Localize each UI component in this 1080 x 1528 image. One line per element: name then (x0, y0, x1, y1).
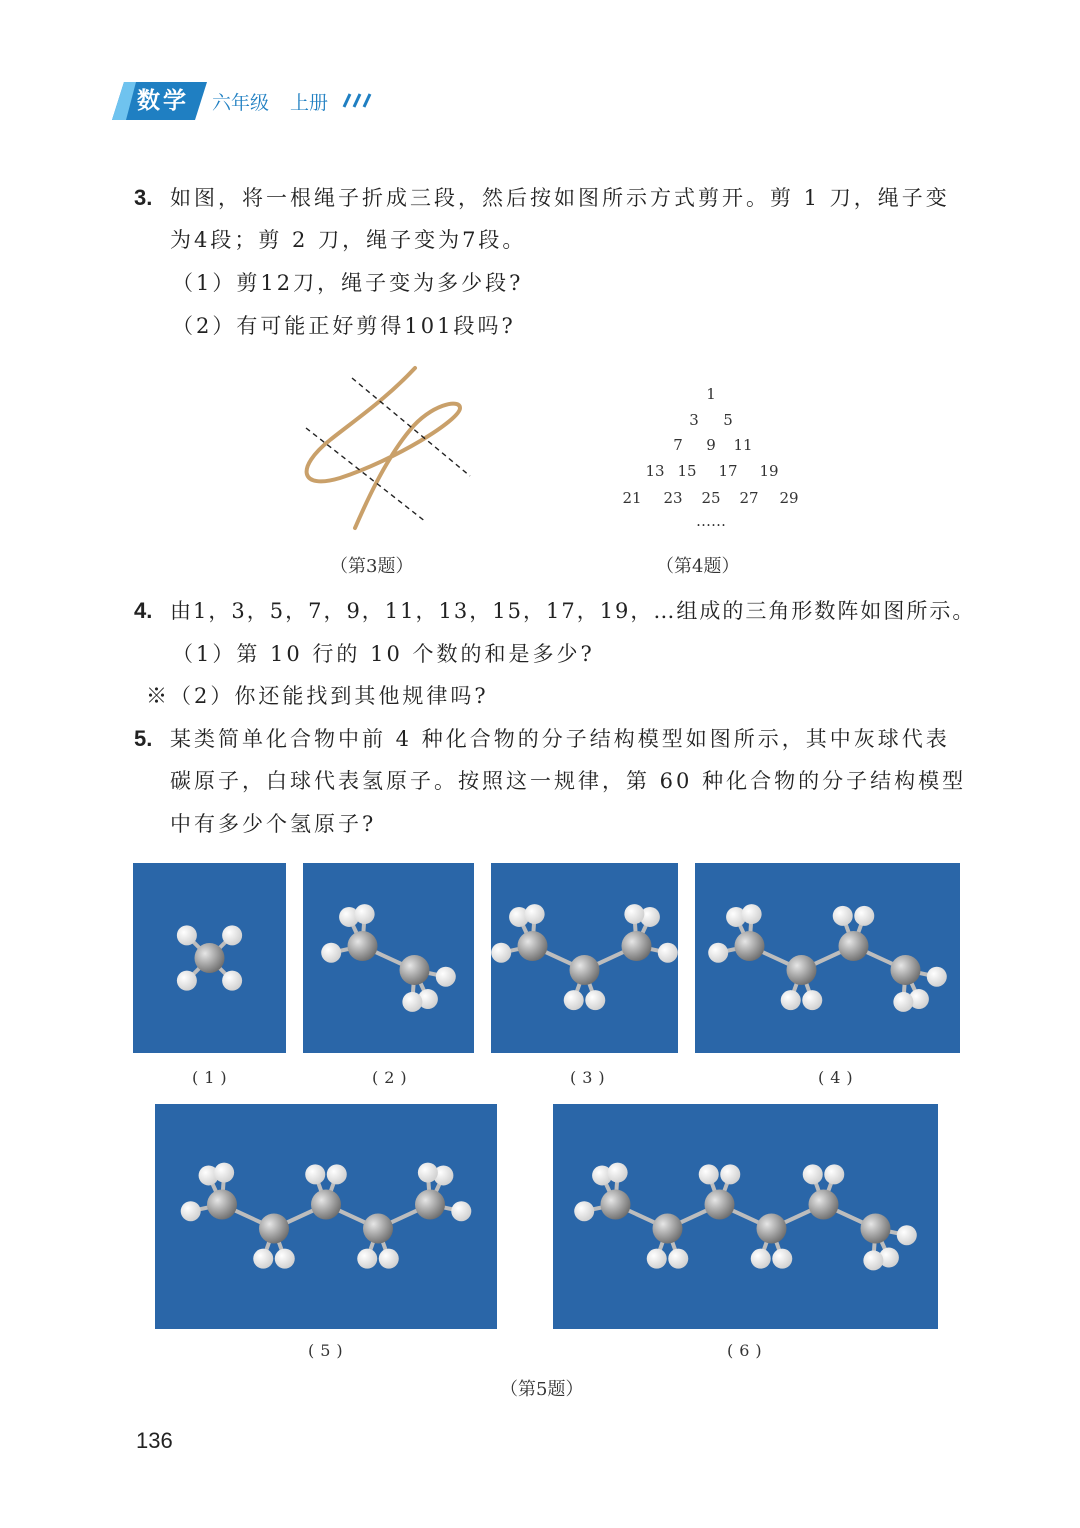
carbon-atom (207, 1190, 237, 1220)
tri-row1-num: 1 (706, 385, 716, 403)
carbon-atom (363, 1214, 393, 1244)
term-label: 上册 (290, 92, 329, 114)
hydrogen-atom (658, 943, 678, 963)
tri-row5-num: 27 (739, 489, 759, 507)
carbon-atom (518, 931, 548, 961)
question-3-line-2: 为4段；剪 2 刀，绳子变为7段。 (170, 228, 527, 252)
carbon-atom (809, 1190, 839, 1220)
carbon-atom (653, 1214, 683, 1244)
hydrogen-atom (802, 990, 822, 1010)
carbon-atom (839, 931, 869, 961)
hydrogen-atom (275, 1249, 295, 1269)
carbon-atom (259, 1214, 289, 1244)
hydrogen-atom (772, 1249, 792, 1269)
tri-row5-num: 23 (663, 489, 683, 507)
hydrogen-atom (418, 1163, 438, 1183)
decorative-slashes-icon (338, 92, 374, 112)
tri-row4-num: 15 (677, 462, 697, 480)
molecule-model-1 (133, 863, 286, 1053)
hydrogen-atom (491, 943, 511, 963)
hydrogen-atom (436, 967, 456, 987)
hydrogen-atom (854, 906, 874, 926)
hydrogen-atom (355, 904, 375, 924)
hydrogen-atom (222, 925, 242, 945)
hydrogen-atom (608, 1163, 628, 1183)
tri-ellipsis: …… (696, 512, 726, 530)
tri-row4-num: 13 (645, 462, 665, 480)
question-3-number: 3. (134, 185, 153, 210)
carbon-atom (787, 955, 817, 985)
page-number: 136 (136, 1428, 173, 1453)
carbon-atom (415, 1190, 445, 1220)
question-5-line-2: 碳原子，白球代表氢原子。按照这一规律，第 60 种化合物的分子结构模型 (170, 769, 967, 793)
carbon-atom (601, 1190, 631, 1220)
question-3-sub-2: （2）有可能正好剪得101段吗? (172, 314, 516, 338)
carbon-atom (311, 1190, 341, 1220)
hydrogen-atom (222, 971, 242, 991)
question-5-caption: （第5题） (500, 1379, 584, 1400)
carbon-atom (195, 943, 225, 973)
tri-row2-num: 5 (723, 411, 733, 429)
hydrogen-atom (253, 1249, 273, 1269)
hydrogen-atom (833, 906, 853, 926)
hydrogen-atom (647, 1249, 667, 1269)
hydrogen-atom (451, 1201, 471, 1221)
carbon-atom (891, 955, 921, 985)
question-3-sub-1: （1）剪12刀，绳子变为多少段? (172, 271, 524, 295)
hydrogen-atom (863, 1250, 883, 1270)
hydrogen-atom (897, 1225, 917, 1245)
hydrogen-atom (327, 1164, 347, 1184)
molecule-label-2: (2) (372, 1068, 413, 1087)
question-4-sub-1: （1）第 10 行的 10 个数的和是多少? (172, 642, 595, 666)
hydrogen-atom (781, 990, 801, 1010)
question-5-line-1: 某类简单化合物中前 4 种化合物的分子结构模型如图所示，其中灰球代表 (170, 727, 950, 751)
hydrogen-atom (357, 1249, 377, 1269)
carbon-atom (705, 1190, 735, 1220)
cut-line-1 (352, 378, 470, 476)
grade-label: 六年级 (212, 92, 270, 114)
question-5-line-3: 中有多少个氢原子? (170, 812, 377, 836)
carbon-atom (570, 955, 600, 985)
tri-row3-num: 7 (673, 436, 683, 454)
subject-title: 数学 (137, 88, 189, 114)
question-4-line-1: 由1，3，5，7，9，11，13，15，17，19，…组成的三角形数阵如图所示。 (170, 599, 976, 623)
hydrogen-atom (177, 925, 197, 945)
hydrogen-atom (751, 1249, 771, 1269)
hydrogen-atom (321, 943, 341, 963)
tri-row3-num: 11 (733, 436, 753, 454)
number-triangle (600, 380, 820, 530)
hydrogen-atom (824, 1164, 844, 1184)
molecule-model-5 (155, 1104, 497, 1329)
hydrogen-atom (893, 992, 913, 1012)
question-4-number: 4. (134, 598, 153, 623)
carbon-atom (348, 931, 378, 961)
question-4-caption: （第4题） (656, 556, 740, 577)
question-5-number: 5. (134, 726, 153, 751)
molecule-label-4: (4) (818, 1068, 859, 1087)
carbon-atom (400, 955, 430, 985)
carbon-atom (735, 931, 765, 961)
molecule-label-1: (1) (192, 1068, 233, 1087)
carbon-atom (622, 931, 652, 961)
hydrogen-atom (525, 904, 545, 924)
molecule-model-2 (303, 863, 474, 1053)
tri-row3-num: 9 (706, 436, 716, 454)
hydrogen-atom (708, 943, 728, 963)
hydrogen-atom (803, 1164, 823, 1184)
tri-row5-num: 29 (779, 489, 799, 507)
hydrogen-atom (402, 992, 422, 1012)
question-3-caption: （第3题） (330, 556, 414, 577)
molecule-model-4 (695, 863, 960, 1053)
hydrogen-atom (181, 1201, 201, 1221)
hydrogen-atom (177, 971, 197, 991)
hydrogen-atom (699, 1164, 719, 1184)
hydrogen-atom (574, 1201, 594, 1221)
rope-figure (290, 360, 490, 544)
hydrogen-atom (379, 1249, 399, 1269)
molecule-label-5: (5) (308, 1341, 349, 1360)
tri-row4-num: 19 (759, 462, 779, 480)
question-3-line-1: 如图，将一根绳子折成三段，然后按如图所示方式剪开。剪 1 刀，绳子变 (170, 186, 950, 210)
molecule-label-3: (3) (570, 1068, 611, 1087)
hydrogen-atom (927, 967, 947, 987)
hydrogen-atom (564, 990, 584, 1010)
molecule-model-3 (491, 863, 678, 1053)
question-4-sub-2: ※（2）你还能找到其他规律吗? (146, 684, 489, 708)
hydrogen-atom (305, 1164, 325, 1184)
tri-row2-num: 3 (689, 411, 699, 429)
tri-row5-num: 25 (701, 489, 721, 507)
hydrogen-atom (585, 990, 605, 1010)
hydrogen-atom (742, 904, 762, 924)
hydrogen-atom (720, 1164, 740, 1184)
tri-row4-num: 17 (718, 462, 738, 480)
tri-row5-num: 21 (622, 489, 642, 507)
hydrogen-atom (668, 1249, 688, 1269)
carbon-atom (861, 1214, 891, 1244)
carbon-atom (757, 1214, 787, 1244)
molecule-label-6: (6) (727, 1341, 768, 1360)
hydrogen-atom (624, 904, 644, 924)
molecule-model-6 (553, 1104, 938, 1329)
hydrogen-atom (214, 1163, 234, 1183)
